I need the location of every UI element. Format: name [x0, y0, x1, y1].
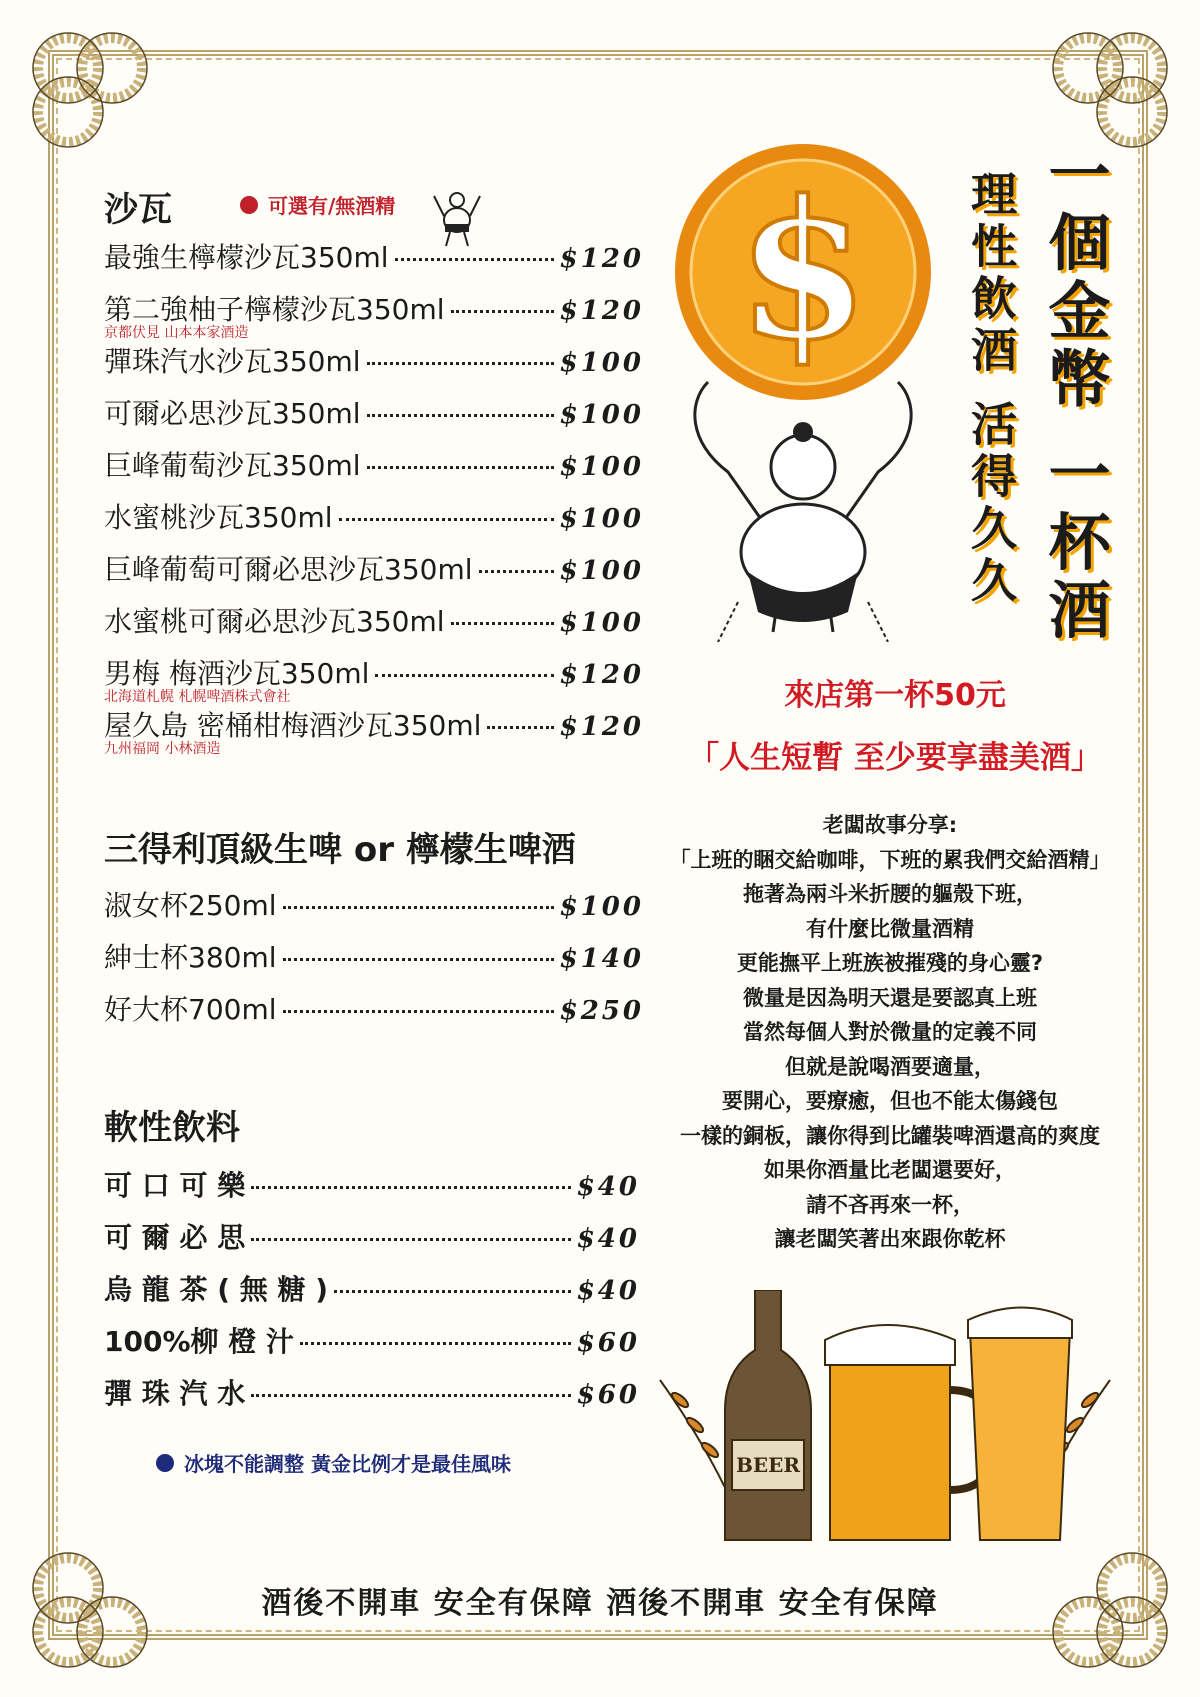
ice-note	[156, 1448, 511, 1477]
story-line: 當然每個人對於微量的定義不同	[743, 1020, 1037, 1044]
navy-dot-icon	[156, 1454, 174, 1472]
owner-story	[630, 808, 1150, 1257]
sawa-item: 男梅 梅酒沙瓦350ml $120	[104, 657, 644, 690]
beer-bottle-mugs-illustration	[650, 1290, 1120, 1560]
story-line: 讓老闆笑著出來跟你乾杯	[774, 1227, 1006, 1251]
brewery-note: 北海道札幌 札幌啤酒株式會社	[104, 689, 291, 705]
soft-drink-item: 可 口 可 樂 $40	[104, 1169, 640, 1202]
brewery-note: 九州福岡 小林酒造	[104, 741, 221, 757]
ice-note-text: 冰塊不能調整 黃金比例才是最佳風味	[184, 1452, 511, 1476]
story-line: 有什麼比微量酒精	[806, 916, 974, 941]
rope-knot-icon	[20, 20, 160, 160]
story-line: 拖著為兩斗米折腰的軀殼下班，	[743, 882, 1037, 906]
sawa-title: 沙瓦	[104, 190, 172, 230]
story-line: 微量是因為明天還是要認真上班	[743, 985, 1037, 1010]
sawa-item: 巨峰葡萄沙瓦350ml $100	[104, 449, 644, 482]
coin-sumo-illustration	[668, 142, 938, 642]
story-title: 老闆故事分享:	[822, 813, 958, 837]
slogan-big: 一個金幣 一杯酒	[1038, 142, 1111, 646]
story-line: 一樣的銅板，讓你得到比罐裝啤酒還高的爽度	[680, 1123, 1100, 1148]
beer-item: 好大杯700ml $250	[104, 993, 644, 1026]
soft-drink-item: 100%柳 橙 汁 $60	[104, 1325, 640, 1358]
beer-item: 紳士杯380ml $140	[104, 941, 644, 974]
slogan-small: 理性飲酒 活得久久	[964, 170, 1018, 609]
soft-drink-item: 可 爾 必 思 $40	[104, 1221, 640, 1254]
sawa-note-text: 可選有/無酒精	[268, 194, 396, 218]
sawa-item: 彈珠汽水沙瓦350ml $100	[104, 345, 644, 378]
sawa-item: 水蜜桃沙瓦350ml $100	[104, 501, 644, 534]
sawa-item: 可爾必思沙瓦350ml $100	[104, 397, 644, 430]
story-line: 請不吝再來一杯，	[806, 1192, 974, 1217]
soft-drink-item: 烏 龍 茶 ( 無 糖 ) $40	[104, 1273, 640, 1306]
sawa-item: 巨峰葡萄可爾必思沙瓦350ml $100	[104, 553, 644, 586]
red-dot-icon	[240, 196, 258, 214]
story-line: 但就是說喝酒要適量，	[785, 1054, 995, 1079]
sawa-item: 第二強柚子檸檬沙瓦350ml $120	[104, 293, 644, 326]
story-line: 如果你酒量比老闆還要好，	[764, 1158, 1016, 1182]
beer-label-text: BEER	[735, 1453, 801, 1477]
sawa-item: 屋久島 密桶柑梅酒沙瓦350ml $120	[104, 709, 644, 742]
beer-item: 淑女杯250ml $100	[104, 889, 644, 922]
soft-drinks-title: 軟性飲料	[104, 1108, 240, 1148]
story-line: 更能撫平上班族被摧殘的身心靈?	[736, 951, 1044, 975]
brewery-note: 京都伏見 山本本家酒造	[104, 325, 249, 341]
sawa-item: 水蜜桃可爾必思沙瓦350ml $100	[104, 605, 644, 638]
sawa-item: 最強生檸檬沙瓦350ml $120	[104, 241, 644, 274]
sawa-note	[240, 190, 395, 219]
promo-first-drink: 來店第一杯50元	[784, 678, 1006, 713]
story-line: 要開心，要療癒，但也不能太傷錢包	[722, 1089, 1058, 1113]
rope-knot-icon	[1040, 20, 1180, 160]
soft-drink-item: 彈 珠 汽 水 $60	[104, 1377, 640, 1410]
footer-slogan: 酒後不開車 安全有保障 酒後不開車 安全有保障	[261, 1586, 939, 1621]
promo-quote: 「人生短暫 至少要享盡美酒」	[688, 740, 1102, 776]
story-line: 「上班的睏交給咖啡，下班的累我們交給酒精」	[669, 847, 1111, 872]
beer-title: 三得利頂級生啤 or 檸檬生啤酒	[104, 830, 576, 870]
svg-text:$: $	[736, 159, 870, 382]
